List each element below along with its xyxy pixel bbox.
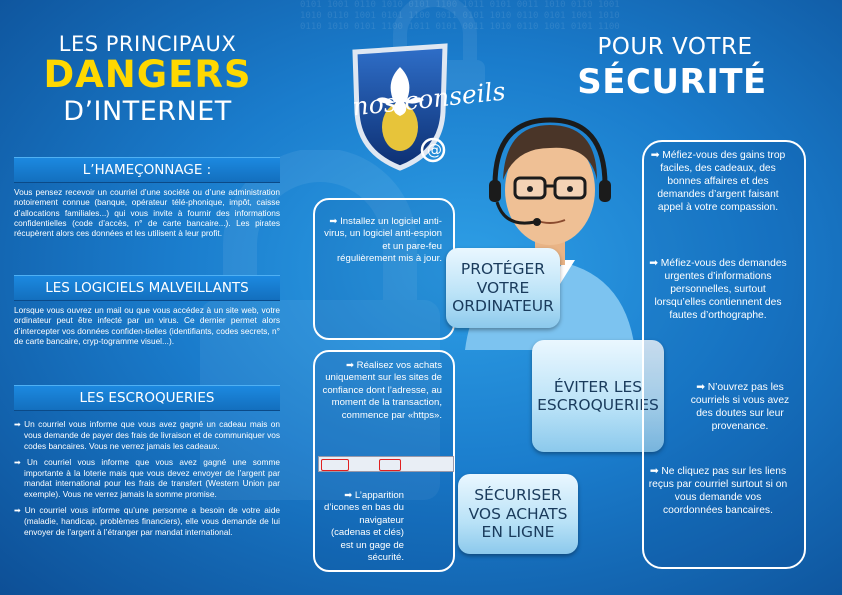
right-title-line1: POUR VOTRE <box>597 34 753 60</box>
browser-address-bar-image <box>318 456 454 472</box>
list-item: ➡ Un courriel vous informe que vous avez gagné une somme importante à la loterie mais que vous devez envoyer de l’argent par mandat international pour les frais de transfert (Western Union par exemple). Vous ne verrez jamais la somme promise. <box>14 456 280 499</box>
left-title-line2: DANGERS <box>43 53 252 96</box>
left-title-line1: LES PRINCIPAUX <box>58 32 237 56</box>
arrow-right-icon: ➡ <box>14 457 21 467</box>
advice-text-eviter-3: ➡ N’ouvrez pas les courriels si vous avez des doutes sur leur provenance. <box>690 382 790 432</box>
list-item: ➡ Un courriel vous informe que vous avez gagné un cadeau mais on vous demande de payer des frais de livraison et de communiquer vos codes bancaires. Vous ne verrez jamais les cadeaux. <box>14 419 280 451</box>
section-heading-escroqueries: LES ESCROQUERIES <box>14 385 280 411</box>
advice-text-securiser-2: ➡ L’apparition d’icones en bas du navigateur (cadenas et clés) est un gage de sécurité. <box>323 490 404 564</box>
arrow-right-icon: ➡ <box>329 216 341 227</box>
advice-text-eviter-2: ➡ Méfiez-vous des demandes urgentes d’informations personnelles, surtout lorsqu’elles contiennent des fautes d’orthographe. <box>649 258 787 321</box>
arrow-right-icon: ➡ <box>650 150 663 161</box>
section-heading-malveillants: LES LOGICIELS MALVEILLANTS <box>14 275 280 301</box>
background-binary: 0101 1001 0110 1010 0101 1100 1011 0101 0011 1010 0110 1001 1010 0110 1001 0101 1100 0011 0101 1010 0110 0101 1001 1010 0110 1010 0101 1100 1011 0101 0011 1010 0110 1001 0101 1100 <box>300 0 620 32</box>
section-body-escroqueries <box>14 419 280 543</box>
arrow-right-icon: ➡ <box>14 506 21 516</box>
logo-script-text: nos conseils <box>351 76 507 122</box>
advice-text-securiser-1: ➡ Réalisez vos achats uniquement sur les sites de confiance dont l’adresse, au moment de la transaction, commence par «https». <box>322 360 442 421</box>
svg-text:@: @ <box>427 141 442 159</box>
list-item: ➡ Un courriel vous informe qu’une personne a besoin de votre aide (maladie, handicap, problèmes financiers), elle vous demande de lui envoyer de l’argent à l’étranger par mandat international. <box>14 505 280 537</box>
left-title-line3: D’INTERNET <box>63 96 232 127</box>
right-title-line2: SÉCURITÉ <box>577 62 767 102</box>
arrow-right-icon: ➡ <box>696 382 708 393</box>
bubble-eviter: ÉVITER LES ESCROQUERIES <box>532 340 664 452</box>
advice-text-proteger: ➡ Installez un logiciel anti-virus, un logiciel anti-espion et un pare-feu régulièrement mis à jour. <box>324 216 442 265</box>
section-body-hameconnage: Vous pensez recevoir un courriel d’une société ou d’une administration notoirement connue (banque, opérateur télé-phonique, impôt, caisse d’allocations familiales...) qui vous invite à fournir des informations confidentielles (code d’accès, n° de carte bancaire...). Les pirates récupèrent alors ces données et les utilisent à leur profit. <box>14 187 280 239</box>
bubble-proteger: PROTÉGER VOTRE ORDINATEUR <box>446 248 560 328</box>
arrow-right-icon: ➡ <box>14 420 21 429</box>
advice-text-eviter-1: ➡ Méfiez-vous des gains trop faciles, des cadeaux, des bonnes affaires et des demandes d’argent faisant appel à votre compassion. <box>650 150 786 213</box>
section-heading-hameconnage: L’HAMEÇONNAGE : <box>14 157 280 183</box>
advice-text-eviter-4: ➡ Ne cliquez pas sur les liens reçus par courriel surtout si on vous demande vos coordonnées bancaires. <box>648 466 788 516</box>
arrow-right-icon: ➡ <box>345 360 357 371</box>
bubble-securiser: SÉCURISER VOS ACHATS EN LIGNE <box>458 474 578 554</box>
arrow-right-icon: ➡ <box>649 466 662 477</box>
arrow-right-icon: ➡ <box>649 258 661 269</box>
arrow-right-icon: ➡ <box>344 490 355 501</box>
section-body-malveillants: Lorsque vous ouvrez un mail ou que vous accédez à un site web, votre ordinateur peut être infecté par un virus. Ce dernier permet alors d’intercepter vos données confiden-tielles (identifiants, codes secrets, n° de carte bancaire, cryp-togramme visuel...). <box>14 305 280 346</box>
